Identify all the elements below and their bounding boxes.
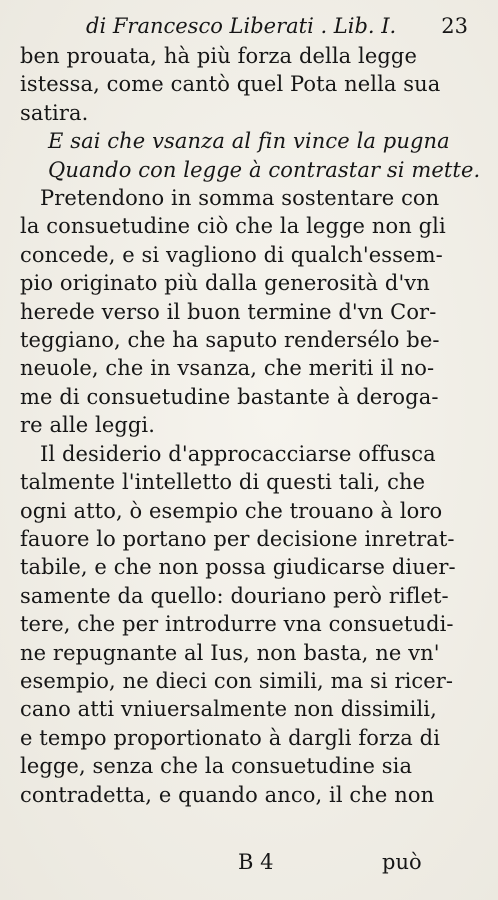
text-line: pio originato più dalla generosità d'vn <box>20 271 430 296</box>
text-line: teggiano, che ha saputo rendersélo be- <box>20 328 440 353</box>
text-line: legge, senza che la consuetudine sia <box>20 754 413 779</box>
text-line: herede verso il buon termine d'vn Cor- <box>20 299 437 324</box>
text-line: Il desiderio d'approcacciarse offusca <box>40 441 436 466</box>
text-line: neuole, che in vsanza, che meriti il no- <box>20 356 435 381</box>
text-line: esempio, ne dieci con simili, ma si ricer- <box>20 668 454 693</box>
text-line: Pretendono in somma sostentare con <box>40 186 440 211</box>
text-line: tabile, e che non possa giudicarse diuer- <box>20 555 456 580</box>
page-number: 23 <box>441 14 468 38</box>
text-line: e tempo proportionato à dargli forza di <box>20 725 441 750</box>
text-line: ne repugnante al Ius, non basta, ne vn' <box>20 640 440 665</box>
signature-mark: B 4 <box>238 850 274 874</box>
paragraph-1 <box>20 184 468 440</box>
text-line: me di consuetudine bastante à deroga- <box>20 384 439 409</box>
text-line: ogni atto, ò esempio che trouano à loro <box>20 498 443 523</box>
verse-line: Quando con legge à contrastar si mette. <box>48 157 481 182</box>
text-line: contradetta, e quando anco, il che non <box>20 782 435 807</box>
text-line: re alle leggi. <box>20 413 156 438</box>
text-line: istessa, come cantò quel Pota nella sua <box>20 72 441 97</box>
running-head <box>20 12 468 40</box>
text-line: concede, e si vagliono di qualch'essem- <box>20 242 443 267</box>
text-line: tere, che per introdurre vna consuetudi- <box>20 612 454 637</box>
text-line: la consuetudine ciò che la legge non gli <box>20 214 446 239</box>
text-line: talmente l'intelletto di questi tali, che <box>20 470 426 495</box>
running-head-title: di Francesco Liberati . Lib. I. <box>86 14 397 38</box>
text-line: satira. <box>20 100 89 125</box>
body-text <box>20 42 468 127</box>
text-line: ben prouata, hà più forza della legge <box>20 44 417 68</box>
paragraph-2 <box>20 440 468 809</box>
text-line: samente da quello: douriano però riflet- <box>20 583 449 608</box>
text-line: fauore lo portano per decisione inretrat- <box>20 526 455 551</box>
text-line: cano atti vniuersalmente non dissimili, <box>20 697 437 722</box>
catchword: può <box>382 850 422 874</box>
verse-line: E sai che vsanza al fin vince la pugna <box>48 129 450 154</box>
verse-quote <box>20 127 481 184</box>
